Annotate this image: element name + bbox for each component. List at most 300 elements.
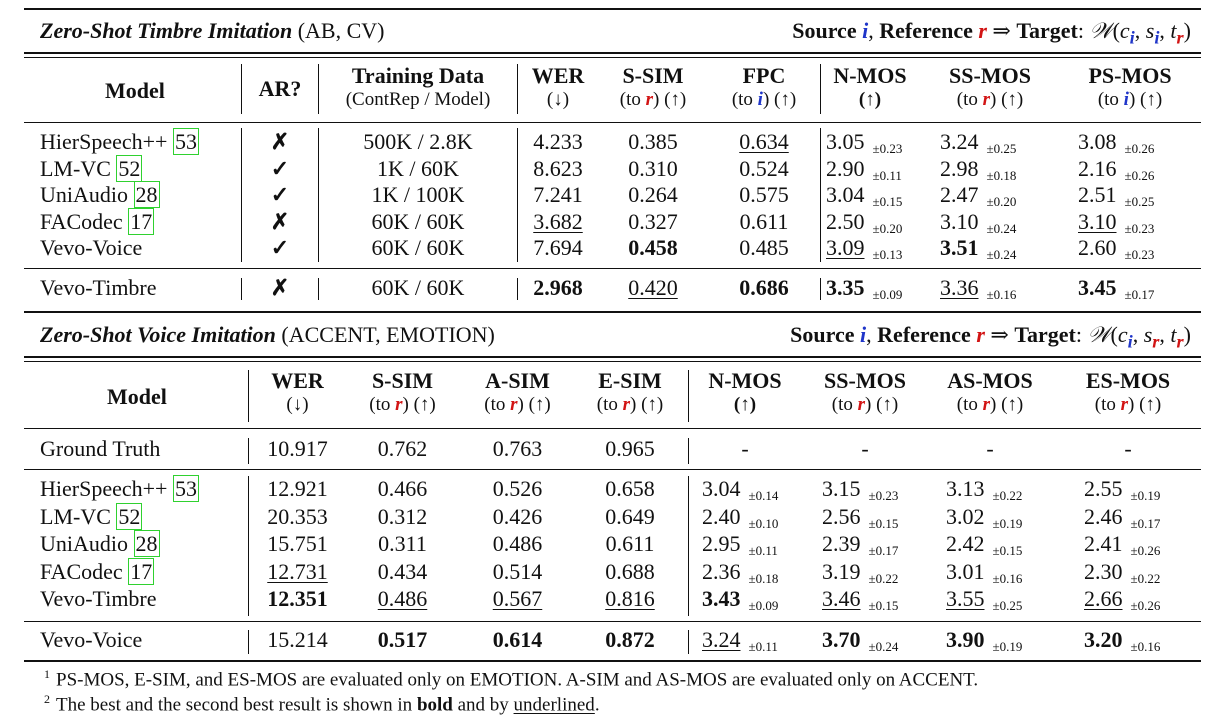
wer-cell [250,476,345,502]
training-cell-value: 1K / 100K [371,182,465,207]
model-cell [40,275,240,301]
fpc-cell-value: 0.575 [739,182,789,207]
citation-ref: 53 [174,476,197,501]
model-name: UniAudio [40,531,128,556]
nmos-cell [702,586,812,619]
esim-cell-value: 0.816 [605,586,655,611]
s1-header-separator [517,64,518,114]
nmos-cell-value: 3.43 [702,586,741,611]
s2-header-asmos: AS-MOS (to r) (↑) [947,368,1033,415]
ssim-cell [345,436,460,462]
asim-cell-value: 0.567 [492,586,543,611]
citation-ref: 52 [118,155,141,181]
model-name: UniAudio [40,182,128,207]
s2-body-separator [688,476,689,616]
training-cell [318,209,518,235]
footnote-1: $^1$ PS-MOS, E-SIM, and ES-MOS are evaluated only on EMOTION. A-SIM and AS-MOS are evaluated only on ACCENT. [44,667,979,691]
footnote-2: $^2$ The best and the second best result is shown in bold and by underlined. [44,692,600,716]
training-cell [318,275,518,301]
asmos-cell-pm: ±0.19 [992,639,1023,654]
model-name: HierSpeech++ [40,476,168,501]
asmos-cell-pm: ±0.25 [992,598,1023,613]
nmos-cell-pm: ±0.23 [872,141,903,156]
fpc-cell [708,209,820,235]
asim-cell-value: 0.614 [492,627,543,652]
ar-cell-value: ✓ [270,182,290,207]
ar-cell-value: ✗ [270,275,290,300]
wer-cell [250,436,345,462]
ssim-cell [598,235,708,261]
ssim-cell-value: 0.466 [377,476,428,501]
model-name: LM-VC [40,155,111,181]
s1-body-separator [318,128,319,262]
esim-cell [575,436,685,462]
esmos-cell-pm: ±0.22 [1130,570,1161,586]
s1-body-separator [820,128,821,262]
nmos-cell-pm: ±0.20 [872,220,903,236]
asmos-cell [930,436,1050,462]
ssim-cell [345,559,460,585]
top-rule [24,8,1201,10]
ssmos-cell-pm: ±0.15 [868,515,899,531]
asmos-cell-value: 3.13 [946,476,985,501]
s1-header-rule [24,122,1201,123]
model-cell [40,156,240,182]
nmos-cell-pm: ±0.14 [748,488,779,503]
s2-header-esmos: ES-MOS (to r) (↑) [1085,368,1171,415]
ssmos-cell-value: 2.98 [940,155,979,181]
model-name: Ground Truth [40,436,161,461]
nmos-cell-value: 3.09 [826,235,865,260]
ar-cell-value: ✓ [270,235,290,260]
wer-cell-value: 12.921 [267,476,328,501]
wer-cell [518,275,598,301]
psmos-cell [1078,235,1198,268]
psmos-cell-pm: ±0.25 [1124,194,1155,209]
esmos-cell-pm: ±0.26 [1130,598,1161,613]
nmos-cell-value: 3.04 [826,182,865,207]
esmos-cell-value: 2.55 [1084,476,1123,501]
s2-header-separator [688,370,689,422]
section1-title: Zero-Shot Timbre Imitation (AB, CV) [40,18,385,43]
wer-cell [250,559,345,585]
s2-header-nmos: N-MOS (↑) [708,368,782,415]
ssmos-cell [940,235,1060,268]
ssmos-cell [822,586,942,619]
ssmos-cell-value: 3.19 [822,558,861,584]
s1-header-separator [318,64,319,114]
ssmos-cell-pm: ±0.22 [868,570,899,586]
esmos-cell-value: 2.66 [1084,586,1123,611]
psmos-cell-pm: ±0.23 [1124,220,1155,236]
esmos-cell-pm: ±0.26 [1130,543,1161,558]
asmos-cell [946,586,1066,619]
model-name: HierSpeech++ [40,129,168,154]
wer-cell [250,627,345,653]
ssmos-cell-pm: ±0.17 [868,543,899,558]
asmos-cell-pm: ±0.16 [992,570,1023,586]
nmos-cell-pm: ±0.11 [748,543,778,558]
ssim-cell [598,129,708,155]
wer-cell-value: 7.241 [533,182,583,207]
fpc-cell-value: 0.686 [739,275,789,300]
s2-gt-separator [248,438,249,464]
section2-rule-b [24,361,1201,362]
s2-final-separator [248,630,249,654]
model-cell [40,559,240,585]
s2-header-wer: WER (↓) [271,368,324,415]
asim-cell [460,531,575,557]
s1-header-model: Model [105,78,165,103]
esim-cell [575,531,685,557]
ar-cell [242,129,318,155]
ssim-cell [345,531,460,557]
model-name: FACodec [40,208,123,234]
asmos-cell-value: 3.01 [946,558,985,584]
esmos-cell-value: 3.20 [1084,627,1123,652]
training-cell-value: 60K / 60K [371,275,465,300]
s2-header-separator [248,370,249,422]
psmos-cell-value: 3.45 [1078,275,1117,300]
asmos-cell-value: 3.55 [946,586,985,611]
training-cell-value: 60K / 60K [371,235,465,260]
wer-cell-value: 7.694 [533,235,583,260]
esim-cell-value: 0.658 [605,476,655,501]
model-name: Vevo-Timbre [40,275,157,300]
s2-header-ssmos: SS-MOS (to r) (↑) [824,368,906,415]
s1-header-psmos: PS-MOS (to i) (↑) [1088,63,1172,110]
citation-ref: 28 [135,531,158,556]
ar-cell [242,275,318,301]
ssmos-cell-pm: ±0.24 [868,639,899,654]
ssmos-cell-value: 3.70 [822,627,861,652]
ssmos-cell [940,275,1060,308]
training-cell [318,129,518,155]
asim-cell [460,504,575,530]
esmos-cell-value: 2.30 [1084,558,1123,584]
section2-title: Zero-Shot Voice Imitation (ACCENT, EMOTION) [40,322,495,347]
psmos-cell-pm: ±0.26 [1124,141,1155,156]
nmos-cell-value: 3.04 [702,476,741,501]
nmos-cell-value: - [741,436,749,461]
model-cell [40,627,240,653]
ar-cell [242,182,318,208]
nmos-cell-value: 3.24 [702,627,741,652]
nmos-cell [690,436,800,462]
section1-rule-a [24,52,1201,54]
nmos-cell-pm: ±0.13 [872,247,903,262]
asim-cell-value: 0.526 [492,476,543,501]
s1-header-wer: WER (↓) [531,63,585,110]
esmos-cell [1084,627,1204,660]
ssim-cell-value: 0.264 [628,182,678,207]
wer-cell-value: 15.751 [267,531,328,556]
ssim-cell [345,627,460,653]
citation-ref: 17 [130,558,153,584]
s1-final-separator [241,278,242,300]
ssmos-cell-pm: ±0.24 [986,220,1017,236]
fpc-cell [708,156,820,182]
esim-cell [575,559,685,585]
model-name: Vevo-Voice [40,627,143,652]
ssmos-cell-value: 3.15 [822,476,861,501]
s1-final-separator [820,278,821,300]
ssmos-cell-pm: ±0.16 [986,287,1017,302]
ssim-cell [345,476,460,502]
asmos-cell-value: 3.02 [946,503,985,529]
ssmos-cell-pm: ±0.25 [986,141,1017,156]
ssmos-cell-pm: ±0.18 [986,167,1017,183]
model-cell [40,586,240,612]
asim-cell-value: 0.486 [492,531,543,556]
psmos-cell-pm: ±0.23 [1124,247,1155,262]
nmos-cell-value: 2.40 [702,503,741,529]
s2-header-ssim: S-SIM (to r) (↑) [369,368,436,415]
fpc-cell [708,275,820,301]
wer-cell-value: 10.917 [267,436,328,461]
esmos-cell-pm: ±0.17 [1130,515,1161,531]
section1-target-formula: Source i, Reference r ⇒ Target: $𝒲(c_i$, $s_i$, $t_r$) [792,18,1191,48]
s1-header-fpc: FPC (to i) (↑) [731,63,797,110]
ssim-cell-value: 0.311 [378,531,427,556]
asmos-cell [946,627,1066,660]
s1-body-separator [517,128,518,262]
ssmos-cell-value: 3.46 [822,586,861,611]
bottom-rule [24,660,1201,662]
nmos-cell-pm: ±0.18 [748,570,779,586]
model-name: LM-VC [40,503,111,529]
asim-cell-value: 0.426 [492,503,543,529]
nmos-cell-value: 3.35 [826,275,865,300]
ssim-cell [598,182,708,208]
ar-cell [242,209,318,235]
s2-final-rule [24,621,1201,622]
esim-cell-value: 0.688 [605,558,655,584]
asmos-cell-pm: ±0.22 [992,488,1023,503]
nmos-cell-pm: ±0.11 [748,639,778,654]
ssim-cell-value: 0.458 [628,235,678,260]
s1-header-ar: AR? [258,76,302,101]
psmos-cell-value: 2.16 [1078,155,1117,181]
nmos-cell-pm: ±0.09 [872,287,903,302]
training-cell [318,235,518,261]
wer-cell [518,129,598,155]
nmos-cell-value: 2.36 [702,558,741,584]
esmos-cell-value: 2.41 [1084,531,1123,556]
s2-header-rule [24,428,1201,429]
wer-cell [518,209,598,235]
psmos-cell-pm: ±0.17 [1124,287,1155,302]
ssmos-cell-value: 3.36 [940,275,979,300]
wer-cell-value: 15.214 [267,627,328,652]
esmos-cell-pm: ±0.19 [1130,488,1161,503]
ssim-cell-value: 0.486 [377,586,428,611]
esim-cell [575,627,685,653]
asim-cell [460,476,575,502]
s1-header-ssim: S-SIM (to r) (↑) [619,63,687,110]
s2-header-esim: E-SIM (to r) (↑) [596,368,664,415]
training-cell-value: 1K / 60K [377,155,459,181]
wer-cell [250,531,345,557]
asmos-cell-value: - [986,436,994,461]
ssim-cell-value: 0.385 [628,129,678,154]
psmos-cell-pm: ±0.26 [1124,167,1155,183]
section2-rule-top [24,311,1201,313]
s1-header-separator [820,64,821,114]
asim-cell [460,586,575,612]
nmos-cell-pm: ±0.15 [872,194,903,209]
esim-cell-value: 0.872 [605,627,655,652]
esim-cell-value: 0.649 [605,503,655,529]
asim-cell [460,627,575,653]
ssmos-cell-pm: ±0.20 [986,194,1017,209]
model-cell [40,209,240,235]
psmos-cell-value: 3.08 [1078,129,1117,154]
ssmos-cell [822,627,942,660]
ssim-cell [598,209,708,235]
s2-body-separator [248,476,249,616]
ssim-cell-value: 0.310 [628,155,678,181]
ssmos-cell-value: - [861,436,869,461]
ssmos-cell-value: 3.51 [940,235,979,260]
asim-cell-value: 0.514 [492,558,543,584]
psmos-cell [1078,275,1198,308]
model-cell [40,504,240,530]
model-cell [40,182,240,208]
asim-cell [460,559,575,585]
ssmos-cell [805,436,925,462]
s1-header-separator [241,64,242,114]
fpc-cell [708,129,820,155]
wer-cell-value: 8.623 [533,155,583,181]
nmos-cell-pm: ±0.11 [872,167,902,183]
fpc-cell-value: 0.611 [739,208,789,234]
section2-target-formula: Source i, Reference r ⇒ Target: $𝒲(c_i$, $s_r$, $t_r$) [790,322,1191,352]
ssim-cell-value: 0.327 [628,208,678,234]
ssmos-cell-value: 2.47 [940,182,979,207]
nmos-cell [826,235,936,268]
ssmos-cell-value: 2.39 [822,531,861,556]
ssim-cell [598,275,708,301]
asmos-cell-pm: ±0.15 [992,543,1023,558]
nmos-cell-pm: ±0.10 [748,515,779,531]
training-cell [318,182,518,208]
wer-cell-value: 4.233 [533,129,583,154]
asim-cell [460,436,575,462]
ar-cell-value: ✓ [270,155,290,181]
nmos-cell-value: 2.95 [702,531,741,556]
ssim-cell-value: 0.312 [377,503,428,529]
ar-cell [242,235,318,261]
ssim-cell-value: 0.762 [377,436,428,461]
esim-cell-value: 0.965 [605,436,655,461]
ssim-cell-value: 0.420 [628,275,678,300]
esmos-cell-pm: ±0.16 [1130,639,1161,654]
fpc-cell-value: 0.524 [739,155,789,181]
wer-cell [250,586,345,612]
s1-header-ssmos: SS-MOS (to r) (↑) [949,63,1031,110]
nmos-cell [826,275,936,308]
s1-header-nmos: N-MOS (↑) [833,63,907,110]
model-cell [40,476,240,502]
asmos-cell-value: 2.42 [946,531,985,556]
fpc-cell-value: 0.485 [739,235,789,260]
esim-cell [575,586,685,612]
wer-cell-value: 12.731 [267,558,328,584]
citation-ref: 28 [135,182,158,207]
nmos-cell-value: 2.50 [826,208,865,234]
ssim-cell [345,504,460,530]
s1-final-separator [517,278,518,300]
ssmos-cell-value: 3.10 [940,208,979,234]
esmos-cell [1084,586,1204,619]
esim-cell [575,504,685,530]
ar-cell-value: ✗ [270,208,290,234]
fpc-cell [708,182,820,208]
s2-gt-separator [688,438,689,464]
s2-header-model: Model [107,384,167,409]
wer-cell-value: 12.351 [267,586,328,611]
wer-cell-value: 3.682 [533,208,583,234]
fpc-cell-value: 0.634 [739,129,789,154]
s2-header-asim: A-SIM (to r) (↑) [484,368,551,415]
model-name: Vevo-Voice [40,235,143,260]
s1-final-separator [318,278,319,300]
asmos-cell-value: 3.90 [946,627,985,652]
model-cell [40,531,240,557]
asim-cell-value: 0.763 [492,436,543,461]
s1-final-rule [24,268,1201,269]
citation-ref: 17 [130,208,153,234]
ssmos-cell-pm: ±0.15 [868,598,899,613]
psmos-cell-value: 3.10 [1078,208,1117,234]
model-name: Vevo-Timbre [40,586,157,611]
ssim-cell [345,586,460,612]
ar-cell-value: ✗ [270,129,290,154]
wer-cell-value: 20.353 [267,503,328,529]
ssmos-cell-value: 3.24 [940,129,979,154]
s1-header-training: Training Data (ContRep / Model) [345,63,491,110]
section1-rule-b [24,57,1201,58]
ssim-cell-value: 0.434 [377,558,428,584]
ssmos-cell-value: 2.56 [822,503,861,529]
wer-cell [250,504,345,530]
wer-cell [518,156,598,182]
section2-rule-a [24,356,1201,358]
training-cell [318,156,518,182]
wer-cell [518,182,598,208]
esmos-cell-value: - [1124,436,1132,461]
model-cell [40,235,240,261]
ssim-cell-value: 0.517 [377,627,428,652]
nmos-cell-pm: ±0.09 [748,598,779,613]
citation-ref: 53 [174,129,197,154]
ssmos-cell-pm: ±0.23 [868,488,899,503]
wer-cell [518,235,598,261]
esmos-cell [1068,436,1188,462]
wer-cell-value: 2.968 [533,275,583,300]
fpc-cell [708,235,820,261]
training-cell-value: 500K / 2.8K [363,129,473,154]
citation-ref: 52 [118,503,141,529]
esmos-cell-value: 2.46 [1084,503,1123,529]
esim-cell [575,476,685,502]
ssmos-cell-pm: ±0.24 [986,247,1017,262]
nmos-cell-value: 2.90 [826,155,865,181]
psmos-cell-value: 2.51 [1078,182,1117,207]
model-cell [40,129,240,155]
esim-cell-value: 0.611 [605,531,655,556]
